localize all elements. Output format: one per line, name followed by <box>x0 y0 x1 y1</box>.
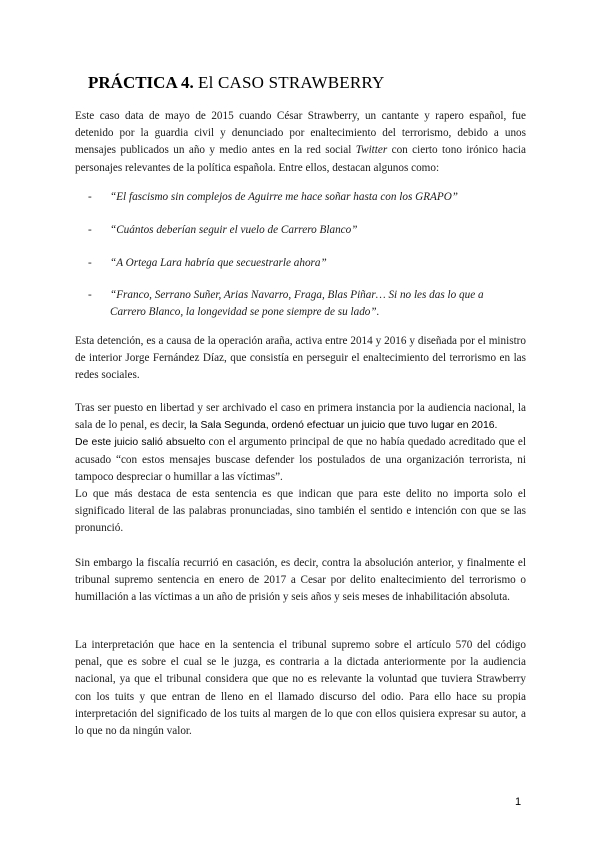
acquittal-text: De este juicio salió absuelto <box>75 437 206 449</box>
trial-paragraph <box>75 400 526 538</box>
practice-number: PRÁCTICA 4. <box>88 73 194 92</box>
quote-text: “Franco, Serrano Suñer, Arias Navarro, Fraga, Blas Piñar… Si no les das lo que a Carrero Blanco, la longevidad se pone siempre de su lado”. <box>110 289 484 319</box>
quote-item-4 <box>88 287 518 321</box>
intro-text-start: Este caso data de mayo de 2015 cuando César Strawberry, un cantante y rapero español, fue detenido por la guardia civil y denunciado por enaltecimiento del terrorismo, debido a unos mensajes publicados un año y medio antes en la red social <box>75 110 526 157</box>
interpretation-paragraph: La interpretación que hace en la sentencia el tribunal supremo sobre el artículo 570 del código penal, que es sobre el cual se le juzga, es contraria a la dictada anteriormente por la audiencia nacional, ya que el tribunal considera que que no es relevante la voluntad que tuviera Strawberry con los tuits y que entran de lleno en el llamado discurso del odio. Para ello hace su propia interpretación del significado de los tuits al margen de lo que con ellos quisiera expresar su autor, a lo que no da ningún valor. <box>75 639 526 738</box>
quote-text: “El fascismo sin complejos de Aguirre me hace soñar hasta con los GRAPO” <box>110 191 459 203</box>
appeal-paragraph: Sin embargo la fiscalía recurrió en casación, es decir, contra la absolución anterior, y finalmente el tribunal supremo sentencia en enero de 2017 a Cesar por delito enaltecimiento del terrorismo o humillación a las víctimas a un año de prisión y seis años y seis meses de inhabilitación absoluta. <box>75 557 526 604</box>
intro-paragraph <box>75 108 526 177</box>
quote-item-3 <box>88 255 518 272</box>
list-dash: - <box>88 289 92 301</box>
trial-text-4: con el argumento principal de que no había quedado acreditado que el acusado “con estos mensajes buscase defender los postulados de una organización terrorista, ni tampoco despreciar o humillar a las víctimas”. <box>75 436 526 483</box>
list-dash: - <box>88 191 92 203</box>
quote-item-1 <box>88 189 518 206</box>
sentence-highlight-text: Lo que más destaca de esta sentencia es que indican que para este delito no importa solo el significado literal de las palabras pronunciadas, sino también el sentido e intención con que se las pronunció. <box>75 488 526 535</box>
trial-text-1: Tras ser puesto en libertad y ser archivado el caso en primera instancia por la audiencia nacional, la sala de lo penal, es decir, <box>75 402 526 432</box>
list-dash: - <box>88 224 92 236</box>
trial-text-2: la Sala Segunda, ordenó efectuar un juicio que tuvo lugar en 2016. <box>189 420 498 432</box>
list-dash: - <box>88 257 92 269</box>
twitter-word: Twitter <box>355 144 388 157</box>
case-name: El CASO STRAWBERRY <box>198 73 385 92</box>
quote-item-2 <box>88 222 518 239</box>
quote-text: “A Ortega Lara habría que secuestrarle ahora” <box>110 257 327 269</box>
intro-text-end: con cierto tono irónico hacia personajes relevantes de la política española. Entre ellos, destacan algunos como: <box>75 144 526 174</box>
page-number: 1 <box>515 796 522 808</box>
quote-text: “Cuántos deberían seguir el vuelo de Carrero Blanco” <box>110 224 358 236</box>
detention-paragraph: Esta detención, es a causa de la operación araña, activa entre 2014 y 2016 y diseñada por el ministro de interior Jorge Fernández Díaz, que consistía en perseguir el enaltecimiento del terrorismo en las redes sociales. <box>75 335 526 382</box>
page-title <box>88 73 528 93</box>
